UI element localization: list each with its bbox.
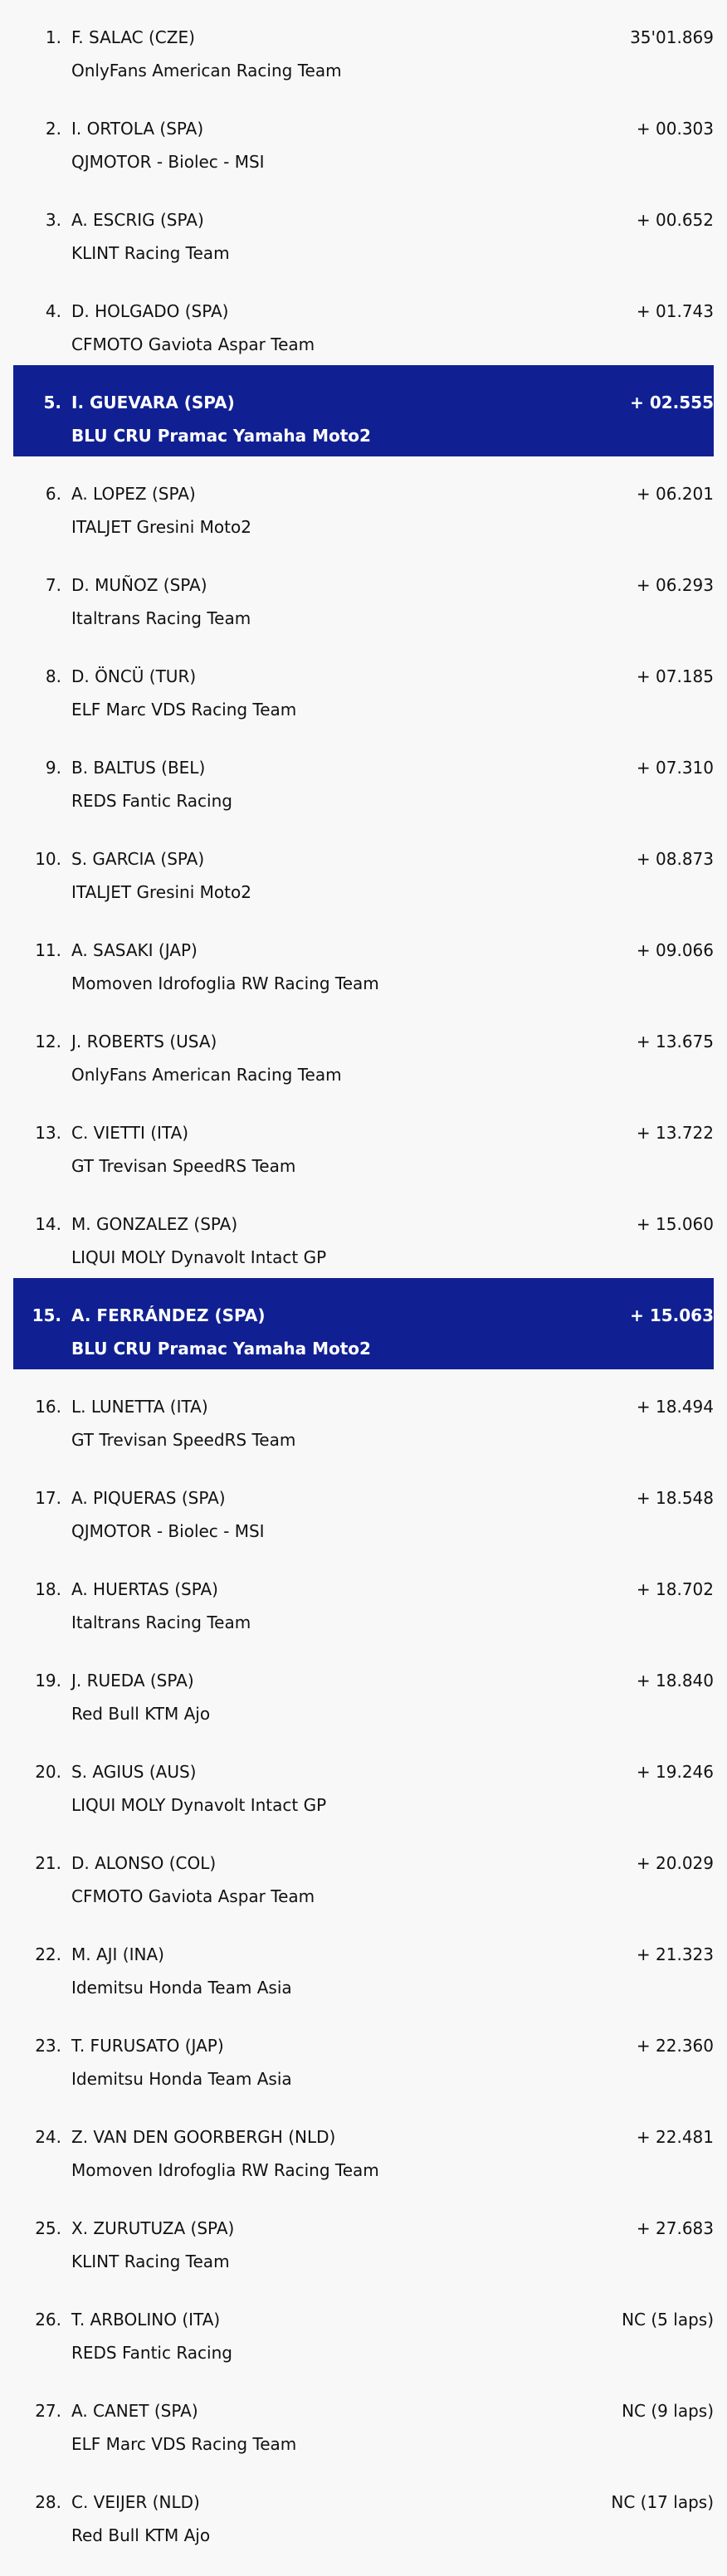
time-gap: + 13.722: [636, 1123, 714, 1143]
rider-name: X. ZURUTUZA (SPA): [71, 2218, 235, 2238]
position-number: 8.: [45, 666, 61, 686]
position-number: 23.: [35, 2036, 61, 2056]
team-name: KLINT Racing Team: [71, 2252, 230, 2271]
rider-name: T. FURUSATO (JAP): [71, 2036, 224, 2056]
team-name: CFMOTO Gaviota Aspar Team: [71, 334, 315, 354]
rider-name: J. ROBERTS (USA): [71, 1032, 217, 1051]
rider-name: D. MUÑOZ (SPA): [71, 575, 207, 595]
rider-name: F. SALAC (CZE): [71, 27, 195, 47]
time-gap: + 01.743: [636, 301, 714, 321]
position-number: 13.: [35, 1123, 61, 1143]
position-number: 27.: [35, 2401, 61, 2421]
time-gap: + 27.683: [636, 2218, 714, 2238]
result-row[interactable]: [13, 1643, 714, 1734]
rider-name: D. HOLGADO (SPA): [71, 301, 229, 321]
result-row-highlighted[interactable]: [13, 1278, 714, 1369]
time-gap: + 02.555: [630, 393, 714, 412]
result-row[interactable]: [13, 183, 714, 274]
time-gap: + 15.060: [636, 1214, 714, 1234]
result-row[interactable]: [13, 1369, 714, 1461]
rider-name: S. AGIUS (AUS): [71, 1762, 197, 1782]
team-name: OnlyFans American Racing Team: [71, 61, 342, 80]
result-row[interactable]: [13, 1826, 714, 1917]
time-gap: + 15.063: [630, 1305, 714, 1325]
rider-name: A. ESCRIG (SPA): [71, 210, 204, 230]
team-name: Red Bull KTM Ajo: [71, 1704, 211, 1724]
team-name: BLU CRU Pramac Yamaha Moto2: [71, 426, 371, 446]
result-row[interactable]: [13, 2008, 714, 2100]
team-name: GT Trevisan SpeedRS Team: [71, 1156, 296, 1176]
team-name: Momoven Idrofoglia RW Racing Team: [71, 973, 379, 993]
time-gap: NC (17 laps): [611, 2492, 714, 2512]
time-gap: + 07.185: [636, 666, 714, 686]
team-name: LIQUI MOLY Dynavolt Intact GP: [71, 1795, 327, 1815]
position-number: 10.: [35, 849, 61, 869]
team-name: Idemitsu Honda Team Asia: [71, 1978, 292, 1998]
time-gap: + 20.029: [636, 1853, 714, 1873]
result-row[interactable]: [13, 274, 714, 365]
result-row-highlighted[interactable]: [13, 365, 714, 456]
team-name: GT Trevisan SpeedRS Team: [71, 1430, 296, 1450]
time-gap: + 18.702: [636, 1579, 714, 1599]
position-number: 1.: [45, 27, 61, 47]
result-row[interactable]: [13, 1552, 714, 1643]
time-gap: + 06.201: [636, 484, 714, 504]
team-name: OnlyFans American Racing Team: [71, 1065, 342, 1085]
team-name: QJMOTOR - Biolec - MSI: [71, 152, 265, 172]
rider-name: L. LUNETTA (ITA): [71, 1397, 208, 1417]
position-number: 18.: [35, 1579, 61, 1599]
time-gap: + 00.652: [636, 210, 714, 230]
team-name: Momoven Idrofoglia RW Racing Team: [71, 2160, 379, 2180]
position-number: 19.: [35, 1671, 61, 1690]
team-name: QJMOTOR - Biolec - MSI: [71, 1521, 265, 1541]
result-row[interactable]: [13, 1187, 714, 1278]
time-gap: + 18.494: [636, 1397, 714, 1417]
rider-name: A. HUERTAS (SPA): [71, 1579, 218, 1599]
rider-name: D. ÖNCÜ (TUR): [71, 666, 197, 686]
rider-name: D. ALONSO (COL): [71, 1853, 217, 1873]
rider-name: C. VEIJER (NLD): [71, 2492, 200, 2512]
time-gap: NC (9 laps): [622, 2401, 714, 2421]
team-name: REDS Fantic Racing: [71, 2343, 232, 2363]
time-gap: + 18.548: [636, 1488, 714, 1508]
position-number: 15.: [32, 1305, 61, 1325]
time-gap: 35'01.869: [630, 27, 714, 47]
rider-name: M. AJI (INA): [71, 1944, 164, 1964]
result-row[interactable]: [13, 1917, 714, 2008]
time-gap: + 06.293: [636, 575, 714, 595]
team-name: CFMOTO Gaviota Aspar Team: [71, 1886, 315, 1906]
time-gap: + 09.066: [636, 940, 714, 960]
result-row[interactable]: [13, 1004, 714, 1095]
team-name: Italtrans Racing Team: [71, 608, 251, 628]
team-name: LIQUI MOLY Dynavolt Intact GP: [71, 1247, 327, 1267]
result-row[interactable]: [13, 1734, 714, 1826]
position-number: 9.: [45, 758, 61, 778]
result-row[interactable]: [13, 2100, 714, 2191]
result-row[interactable]: [13, 2465, 714, 2556]
time-gap: + 19.246: [636, 1762, 714, 1782]
rider-name: A. PIQUERAS (SPA): [71, 1488, 226, 1508]
rider-name: A. FERRÁNDEZ (SPA): [71, 1305, 266, 1325]
result-row[interactable]: [13, 2374, 714, 2465]
team-name: BLU CRU Pramac Yamaha Moto2: [71, 1339, 371, 1359]
position-number: 21.: [35, 1853, 61, 1873]
team-name: Italtrans Racing Team: [71, 1612, 251, 1632]
rider-name: T. ARBOLINO (ITA): [71, 2310, 221, 2330]
team-name: Red Bull KTM Ajo: [71, 2525, 211, 2545]
time-gap: NC (5 laps): [622, 2310, 714, 2330]
time-gap: + 00.303: [636, 119, 714, 139]
result-row[interactable]: [13, 1095, 714, 1187]
position-number: 3.: [45, 210, 61, 230]
position-number: 12.: [35, 1032, 61, 1051]
result-row[interactable]: [13, 548, 714, 639]
time-gap: + 07.310: [636, 758, 714, 778]
rider-name: I. GUEVARA (SPA): [71, 393, 235, 412]
position-number: 26.: [35, 2310, 61, 2330]
position-number: 17.: [35, 1488, 61, 1508]
time-gap: + 08.873: [636, 849, 714, 869]
rider-name: Z. VAN DEN GOORBERGH (NLD): [71, 2127, 336, 2147]
result-row[interactable]: [13, 2282, 714, 2374]
rider-name: I. ORTOLA (SPA): [71, 119, 204, 139]
time-gap: + 21.323: [636, 1944, 714, 1964]
position-number: 7.: [45, 575, 61, 595]
team-name: ELF Marc VDS Racing Team: [71, 700, 297, 720]
time-gap: + 13.675: [636, 1032, 714, 1051]
result-row[interactable]: [13, 639, 714, 730]
position-number: 22.: [35, 1944, 61, 1964]
result-row[interactable]: [13, 456, 714, 548]
rider-name: C. VIETTI (ITA): [71, 1123, 189, 1143]
rider-name: S. GARCIA (SPA): [71, 849, 205, 869]
team-name: KLINT Racing Team: [71, 243, 230, 263]
rider-name: B. BALTUS (BEL): [71, 758, 206, 778]
time-gap: + 18.840: [636, 1671, 714, 1690]
position-number: 5.: [43, 393, 61, 412]
position-number: 25.: [35, 2218, 61, 2238]
result-row[interactable]: [13, 822, 714, 913]
rider-name: M. GONZALEZ (SPA): [71, 1214, 238, 1234]
position-number: 20.: [35, 1762, 61, 1782]
position-number: 2.: [45, 119, 61, 139]
result-row[interactable]: [13, 2191, 714, 2282]
result-row[interactable]: [13, 1461, 714, 1552]
position-number: 16.: [35, 1397, 61, 1417]
time-gap: + 22.360: [636, 2036, 714, 2056]
team-name: ITALJET Gresini Moto2: [71, 882, 251, 902]
position-number: 11.: [35, 940, 61, 960]
result-row[interactable]: [13, 913, 714, 1004]
position-number: 28.: [35, 2492, 61, 2512]
result-row[interactable]: [13, 0, 714, 91]
position-number: 4.: [45, 301, 61, 321]
position-number: 24.: [35, 2127, 61, 2147]
rider-name: J. RUEDA (SPA): [71, 1671, 194, 1690]
rider-name: A. SASAKI (JAP): [71, 940, 198, 960]
team-name: Idemitsu Honda Team Asia: [71, 2069, 292, 2089]
rider-name: A. LOPEZ (SPA): [71, 484, 196, 504]
team-name: ELF Marc VDS Racing Team: [71, 2434, 297, 2454]
team-name: ITALJET Gresini Moto2: [71, 517, 251, 537]
result-row[interactable]: [13, 730, 714, 822]
result-row[interactable]: [13, 91, 714, 183]
rider-name: A. CANET (SPA): [71, 2401, 198, 2421]
position-number: 14.: [35, 1214, 61, 1234]
team-name: REDS Fantic Racing: [71, 791, 232, 811]
time-gap: + 22.481: [636, 2127, 714, 2147]
position-number: 6.: [45, 484, 61, 504]
